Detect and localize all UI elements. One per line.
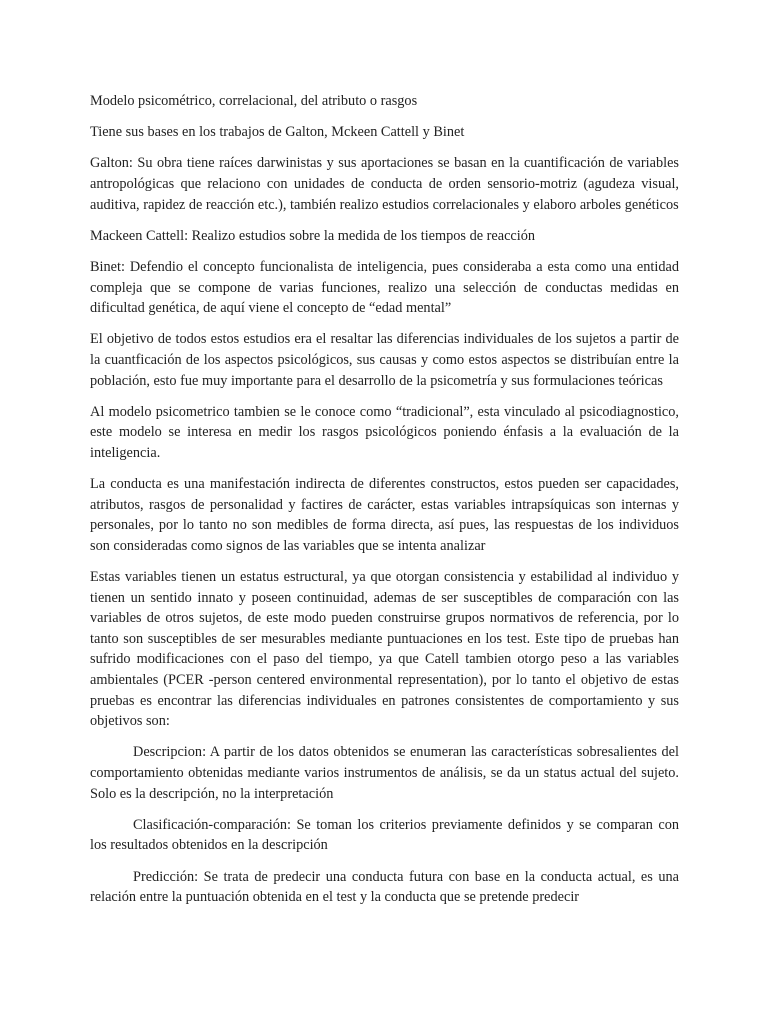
paragraph-objetivo: El objetivo de todos estos estudios era el resaltar las diferencias individuales de los sujetos a partir de la cuantficación de los aspectos psicológicos, sus causas y como estos aspectos se distribuían entre la población, esto fue muy importante para el desarrollo de la psicometría y sus formulaciones teóricas <box>90 331 679 389</box>
document-heading: Modelo psicométrico, correlacional, del atributo o rasgos <box>90 93 418 109</box>
paragraph-cattell: Mackeen Cattell: Realizo estudios sobre la medida de los tiempos de reacción <box>90 227 536 244</box>
paragraph-clasificacion: Clasificación-comparación: Se toman los criterios previamente definidos y se comparan con los resultados obtenidos en la descripción <box>90 816 679 854</box>
paragraph-prediccion: Predicción: Se trata de predecir una conducta futura con base en la conducta actual, es una relación entre la puntuación obtenida en el test y la conducta que se pretende predecir <box>90 868 679 906</box>
paragraph-modelo-tradicional: Al modelo psicometrico tambien se le conoce como “tradicional”, esta vinculado al psicodiagnostico, este modelo se interesa en medir los rasgos psicológicos poniendo énfasis a la evaluación de la inteligencia. <box>90 403 679 461</box>
paragraph-conducta: La conducta es una manifestación indirecta de diferentes constructos, estos pueden ser capacidades, atributos, rasgos de personalidad y factires de carácter, estas variables intrapsíquicas son internas y personales, por lo tanto no son medibles de forma directa, así pues, las respuestas de los individuos son consideradas como signos de las variables que se intenta analizar <box>90 476 679 554</box>
paragraph-bases: Tiene sus bases en los trabajos de Galton, Mckeen Cattell y Binet <box>90 124 465 141</box>
paragraph-galton: Galton: Su obra tiene raíces darwinistas y sus aportaciones se basan en la cuantificación de variables antropológicas que relaciono con unidades de conducta de orden sensorio-motriz (agudeza visual, auditiva, rapidez de reacción etc.), también realizo estudios correlacionales y elaboro arboles genéticos <box>90 155 679 213</box>
document-page <box>90 91 679 918</box>
paragraph-descripcion: Descripcion: A partir de los datos obtenidos se enumeran las características sobresalientes del comportamiento obtenidas mediante varios instrumentos de análisis, se da un status actual del sujeto. Solo es la descripción, no la interpretación <box>90 744 679 802</box>
paragraph-variables: Estas variables tienen un estatus estructural, ya que otorgan consistencia y estabilidad al individuo y tienen un sentido innato y poseen continuidad, ademas de ser susceptibles de comparación con las variables de otros sujetos, de este modo pueden construirse grupos normativos de referencia, por lo tanto son susceptibles de ser mesurables mediante puntuaciones en los test. Este tipo de pruebas han sufrido modificaciones con el paso del tiempo, ya que Catell tambien otorgo peso a las variables ambientales (PCER -person centered environmental representation), por lo tanto el objetivo de estas pruebas es encontrar las diferencias individuales en patrones consistentes de comportamiento y sus objetivos son: <box>90 569 679 730</box>
paragraph-binet: Binet: Defendio el concepto funcionalista de inteligencia, pues consideraba a esta como una entidad compleja que se compone de varias funciones, realizo una selección de conductas medidas en dificultad genética, de aquí viene el concepto de “edad mental” <box>90 258 679 317</box>
